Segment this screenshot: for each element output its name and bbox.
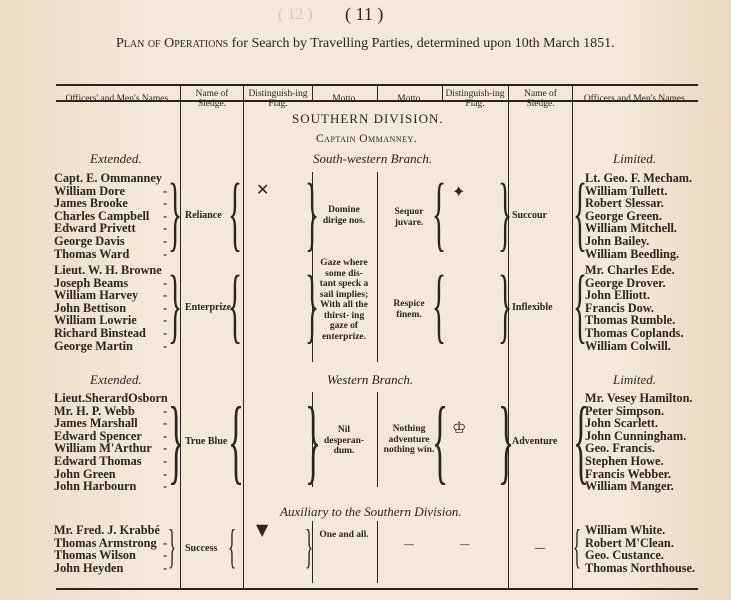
column-rule <box>312 86 313 102</box>
crew-name-right: John Elliott. <box>585 288 650 303</box>
branch-western: Western Branch. <box>327 372 414 387</box>
leader-dash: - <box>163 183 168 198</box>
crew-name-left: Joseph Beams <box>54 275 129 290</box>
crew-name-left: Lieut.SherardOsborn <box>54 391 168 405</box>
crew-name-left: Edward Spencer <box>54 428 142 443</box>
label-extended-1: Extended. <box>90 151 142 166</box>
captain-heading: Captain Ommanney. <box>316 133 418 145</box>
crew-name-right: George Drover. <box>585 275 666 290</box>
right-brace: } <box>498 167 513 260</box>
left-brace: { <box>228 520 237 573</box>
motto-right: Nothing adventure nothing win. <box>383 424 435 455</box>
crew-name-right: Lt. Geo. F. Mecham. <box>585 171 693 185</box>
crew-name-right: John Bailey. <box>585 234 650 248</box>
svg-text:✦: ✦ <box>452 182 466 201</box>
label-limited-1: Limited. <box>613 151 656 166</box>
motto-left: One and all. <box>319 530 369 540</box>
leader-dash: - <box>163 403 168 418</box>
sledge-name-left: True Blue <box>185 436 228 448</box>
leader-dash: - <box>163 428 168 443</box>
bottom-rule <box>56 588 698 590</box>
page-title <box>116 36 615 52</box>
crew-name-left: Mr. Fred. J. Krabbé <box>54 523 160 537</box>
right-brace: } <box>498 387 515 493</box>
right-brace: } <box>168 167 183 260</box>
leader-dash: - <box>163 560 168 575</box>
header-sledge-right: Name of Sledge. <box>524 89 557 109</box>
leader-dash: - <box>163 246 168 261</box>
crew-name-left: Richard Binstead <box>54 326 146 340</box>
crew-name-left: Thomas Wilson <box>54 548 136 563</box>
svg-text:♔: ♔ <box>452 418 467 437</box>
leader-dash: - <box>163 441 168 456</box>
leader-dash: - <box>163 454 168 468</box>
sledge-name-right: — <box>535 543 545 555</box>
svg-text:✕: ✕ <box>256 180 270 199</box>
crew-name-left: Mr. H. P. Webb <box>54 403 135 418</box>
leader-dash: - <box>163 196 168 211</box>
leader-dash: - <box>163 234 168 248</box>
left-brace: { <box>573 259 588 352</box>
header-flag-right: Distinguish-ing Flag. <box>445 89 505 109</box>
motto-left: Nil desperan- dum. <box>323 425 365 456</box>
crew-name-right: Robert M'Clean. <box>585 535 674 550</box>
left-brace: { <box>432 167 447 260</box>
label-extended-2: Extended. <box>90 372 142 387</box>
flag-right-icon <box>452 182 465 201</box>
crew-name-left: William Dore <box>54 183 125 198</box>
right-brace: } <box>305 520 314 573</box>
division-heading: SOUTHERN DIVISION. <box>292 111 444 126</box>
crew-name-left: Capt. E. Ommanney <box>54 171 162 185</box>
leader-dash: - <box>163 288 168 303</box>
crew-name-right: Thomas Northhouse. <box>585 560 696 575</box>
left-brace: { <box>228 167 243 260</box>
crew-name-left: William M'Arthur <box>54 441 152 456</box>
crew-name-right: Stephen Howe. <box>585 454 664 468</box>
flag-left-icon <box>256 180 269 199</box>
crew-name-left: Edward Privett <box>54 221 136 236</box>
header-motto-left: Motto. <box>332 94 358 104</box>
flag-right-icon <box>452 418 466 437</box>
leader-dash: - <box>163 416 168 431</box>
sledge-name-right: Adventure <box>512 436 558 448</box>
left-brace: { <box>432 259 447 352</box>
leader-dash: - <box>163 338 168 353</box>
crew-name-right: Robert Slessar. <box>585 196 664 211</box>
crew-name-left: Charles Campbell <box>54 208 150 223</box>
crew-name-left: George Martin <box>54 338 133 353</box>
crew-name-left: James Brooke <box>54 196 128 211</box>
crew-name-right: Geo. Custance. <box>585 548 664 563</box>
crew-name-right: William Colwill. <box>585 338 671 353</box>
crew-name-right: Francis Dow. <box>585 300 654 315</box>
left-brace: { <box>573 167 588 260</box>
right-brace: } <box>498 259 513 352</box>
flag-left-icon <box>256 520 268 539</box>
leader-dash: - <box>163 479 168 494</box>
motto-rule <box>377 521 378 583</box>
crew-name-left: George Davis <box>54 234 125 248</box>
left-brace: { <box>573 387 590 493</box>
flag-right-empty: — <box>460 540 470 550</box>
header-names-left: Officers' and Men's Names. <box>65 94 171 104</box>
page-number: ( 11 ) <box>345 4 384 24</box>
right-brace: } <box>305 167 320 260</box>
crew-name-left: John Heyden <box>54 560 124 575</box>
crew-name-right: William Tullett. <box>585 183 668 198</box>
leader-dash: - <box>163 275 168 290</box>
branch-auxiliary: Auxiliary to the Southern Division. <box>280 504 462 519</box>
crew-name-right: George Green. <box>585 208 662 223</box>
motto-right: Respice finem. <box>393 299 425 320</box>
right-brace: } <box>305 387 322 493</box>
motto-rule <box>377 392 378 487</box>
crew-name-left: Edward Thomas <box>54 454 142 468</box>
column-rule <box>377 86 378 102</box>
crew-name-left: John Bettison <box>54 300 127 315</box>
crew-name-right: Francis Webber. <box>585 466 672 481</box>
sledge-name-left: Reliance <box>185 210 222 222</box>
motto-right: — <box>404 540 414 550</box>
motto-rule <box>377 172 378 362</box>
column-rule <box>442 86 443 102</box>
right-brace: } <box>168 520 177 573</box>
crew-name-right: Thomas Coplands. <box>585 326 684 340</box>
right-brace: } <box>168 387 185 493</box>
leader-dash: - <box>163 466 168 481</box>
sledge-name-left: Success <box>185 543 218 555</box>
sledge-name-right: Inflexible <box>512 302 553 314</box>
label-limited-2: Limited. <box>613 372 656 387</box>
title-rest: for Search by Travelling Parties, determined upon 10th March 1851. <box>228 36 615 51</box>
crew-name-right: William Mitchell. <box>585 221 677 236</box>
header-names-right: Officers and Men's Names. <box>583 94 688 104</box>
crew-name-left: Thomas Ward <box>54 246 130 261</box>
crew-name-left: John Harbourn <box>54 479 137 494</box>
right-brace: } <box>168 259 183 352</box>
header-sledge-left: Name of Sledge. <box>195 89 229 109</box>
leader-dash: - <box>163 313 168 328</box>
leader-dash: - <box>163 221 168 236</box>
ghost-page-number: ( 12 ) <box>278 6 313 23</box>
crew-name-left: James Marshall <box>54 416 138 431</box>
crew-name-right: William Beedling. <box>585 246 680 261</box>
crew-name-right: William Manger. <box>585 479 674 494</box>
crew-name-left: Thomas Armstrong <box>54 535 157 550</box>
leader-dash: - <box>163 548 168 563</box>
title-small-caps: Plan of Operations <box>116 36 229 51</box>
motto-right: Sequor juvare. <box>394 207 424 228</box>
crew-name-right: William White. <box>585 523 666 537</box>
header-motto-right: Motto. <box>397 94 423 104</box>
left-brace: { <box>573 520 582 573</box>
left-brace: { <box>432 387 449 493</box>
crew-name-left: William Harvey <box>54 288 139 303</box>
svg-text:▼: ▼ <box>256 520 269 539</box>
motto-left: Domine dirige nos. <box>322 205 366 226</box>
header-flag-left: Distinguish-ing Flag. <box>248 89 308 109</box>
crew-name-left: Lieut. W. H. Browne <box>54 263 162 277</box>
sledge-name-right: Succour <box>512 210 547 222</box>
crew-name-right: Mr. Vesey Hamilton. <box>585 391 693 405</box>
right-brace: } <box>305 259 320 352</box>
left-brace: { <box>228 387 245 493</box>
crew-name-right: Peter Simpson. <box>585 403 665 418</box>
leader-dash: - <box>163 300 168 315</box>
leader-dash: - <box>163 208 168 223</box>
sledge-name-left: Enterprize <box>185 302 232 314</box>
branch-south-western: South-western Branch. <box>313 151 433 166</box>
left-brace: { <box>228 259 243 352</box>
crew-name-right: John Cunningham. <box>585 428 687 443</box>
crew-name-right: Mr. Charles Ede. <box>585 263 675 277</box>
leader-dash: - <box>163 535 168 550</box>
leader-dash: - <box>163 326 168 340</box>
crew-name-right: John Scarlett. <box>585 416 659 431</box>
crew-name-left: William Lowrie <box>54 313 137 328</box>
crew-name-right: Thomas Rumble. <box>585 313 676 328</box>
motto-left: Gaze where some dis- tant speck a sail implies; With all the thirst- ing gaze of enterprize. <box>319 258 369 342</box>
column-rule <box>243 86 244 589</box>
crew-name-right: Geo. Francis. <box>585 441 656 456</box>
crew-name-left: John Green <box>54 466 116 481</box>
